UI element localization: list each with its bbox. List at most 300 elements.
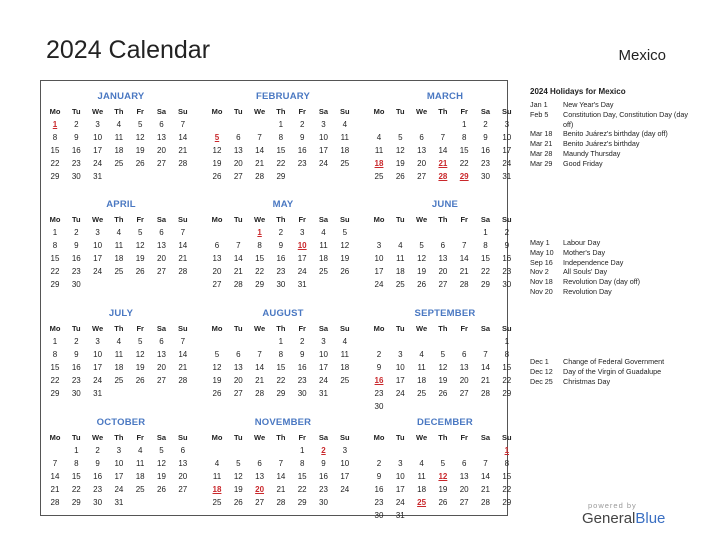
day-cell: 15 (71, 472, 81, 481)
day-cell: 28 (178, 376, 188, 385)
day-cell: 28 (481, 389, 490, 398)
day-cell: 5 (398, 133, 403, 142)
day-cell: 8 (278, 133, 284, 142)
page-title: 2024 Calendar (46, 36, 211, 64)
day-cell: 4 (137, 446, 143, 455)
day-cell: 5 (342, 228, 348, 237)
day-cell: 17 (297, 254, 307, 263)
weekday-header: Sa (156, 324, 167, 333)
day-cell: 26 (438, 498, 448, 507)
day-cell: 14 (255, 146, 265, 155)
day-cell: 24 (502, 159, 512, 168)
day-cell: 16 (297, 146, 307, 155)
day-cell: 18 (319, 254, 328, 263)
day-cell: 29 (481, 280, 490, 289)
day-cell: 11 (417, 363, 426, 372)
day-cell: 12 (157, 459, 166, 468)
day-cell: 29 (50, 280, 60, 289)
day-cell: 8 (299, 459, 305, 468)
day-cell: 19 (438, 376, 448, 385)
day-cell: 26 (340, 267, 350, 276)
day-cell: 1 (483, 228, 488, 237)
day-cell: 17 (395, 485, 405, 494)
day-cell: 23 (93, 485, 103, 494)
holiday-date: May 1 (530, 238, 550, 247)
weekday-header: Su (178, 107, 188, 116)
day-cell: 3 (95, 337, 100, 346)
holiday-name: Mother's Day (563, 247, 606, 257)
weekday-header: Fr (298, 433, 306, 442)
day-cell: 30 (502, 280, 512, 289)
holiday-entry (530, 100, 700, 110)
day-cell: 1 (299, 446, 305, 455)
holiday-name: Day of the Virgin of Guadalupe (563, 366, 662, 376)
weekday-header: Tu (395, 433, 405, 442)
day-cell: 8 (52, 133, 58, 142)
weekday-header: Th (114, 324, 124, 333)
day-cell: 25 (135, 485, 145, 494)
weekday-header: Mo (373, 107, 385, 116)
day-cell: 8 (461, 133, 467, 142)
day-cell: 4 (116, 337, 122, 346)
holiday-date: Nov 2 (530, 267, 549, 277)
holiday-date: Dec 1 (530, 357, 549, 366)
day-cell: 9 (299, 350, 305, 359)
day-cell: 11 (114, 350, 124, 359)
day-cell: 31 (502, 172, 512, 181)
day-cell: 18 (114, 254, 124, 263)
day-cell: 21 (233, 267, 243, 276)
day-cell: 14 (233, 254, 243, 263)
weekday-header: Sa (318, 215, 329, 224)
day-cell: 30 (71, 280, 81, 289)
day-cell: 6 (440, 241, 446, 250)
day-cell: 29 (297, 498, 307, 507)
day-cell: 15 (255, 254, 265, 263)
day-cell: 26 (438, 389, 448, 398)
day-cell: 19 (135, 363, 145, 372)
day-cell: 29 (276, 389, 286, 398)
day-cell: 30 (319, 498, 328, 507)
day-cell: 8 (74, 459, 79, 468)
day-cell: 27 (233, 172, 243, 181)
holiday-name: Revolution Day (563, 286, 612, 296)
day-cell: 15 (297, 472, 307, 481)
weekday-header: Th (438, 107, 448, 116)
holiday-name: Revolution Day (day off) (563, 277, 640, 287)
day-cell: 25 (114, 376, 124, 385)
day-cell: 17 (502, 146, 512, 155)
day-cell: 15 (459, 146, 469, 155)
day-cell: 7 (236, 241, 241, 250)
holiday-date: Mar 21 (530, 139, 553, 149)
day-cell: 6 (214, 241, 220, 250)
day-cell: 1 (504, 337, 510, 346)
weekday-header: We (416, 324, 428, 333)
day-cell: 11 (374, 146, 384, 155)
weekday-header: Tu (395, 324, 405, 333)
day-cell: 14 (438, 146, 448, 155)
day-cell: 11 (340, 350, 349, 359)
day-cell: 23 (71, 159, 81, 168)
day-cell: 14 (459, 254, 469, 263)
day-cell: 25 (114, 159, 124, 168)
day-cell: 21 (276, 485, 286, 494)
holiday-date: Mar 28 (530, 148, 553, 158)
day-cell: 18 (114, 363, 124, 372)
day-cell: 14 (276, 472, 286, 481)
day-cell: 15 (50, 363, 60, 372)
day-cell: 23 (319, 485, 328, 494)
day-cell: 20 (459, 376, 469, 385)
day-cell: 8 (52, 350, 58, 359)
day-cell: 8 (504, 459, 510, 468)
day-cell: 3 (95, 120, 100, 129)
holiday-entry (530, 267, 700, 277)
day-cell: 9 (483, 133, 488, 142)
weekday-header: Sa (318, 433, 329, 442)
holiday-entry (530, 287, 700, 297)
day-cell: 13 (157, 241, 166, 250)
day-cell: 26 (135, 267, 145, 276)
weekday-header: We (254, 107, 266, 116)
day-cell: 25 (374, 172, 384, 181)
day-cell: 27 (459, 389, 469, 398)
day-cell: 10 (502, 133, 512, 142)
day-cell: 26 (417, 280, 427, 289)
day-cell: 20 (459, 485, 469, 494)
day-cell: 22 (481, 267, 490, 276)
day-cell: 15 (276, 363, 286, 372)
day-cell: 15 (50, 146, 60, 155)
weekday-header: Tu (233, 215, 243, 224)
weekday-header: Mo (211, 324, 223, 333)
day-cell: 24 (93, 159, 103, 168)
day-cell: 25 (395, 280, 405, 289)
day-cell: 27 (459, 498, 469, 507)
day-cell: 24 (93, 376, 103, 385)
day-cell: 1 (74, 446, 79, 455)
day-cell: 28 (178, 267, 188, 276)
day-cell: 18 (340, 146, 350, 155)
day-cell: 28 (178, 159, 188, 168)
day-cell: 23 (71, 267, 81, 276)
weekday-header: Tu (395, 215, 405, 224)
weekday-header: Th (114, 107, 124, 116)
day-cell: 24 (395, 498, 405, 507)
day-cell: 4 (342, 337, 348, 346)
day-cell: 9 (321, 459, 326, 468)
day-cell: 22 (276, 376, 286, 385)
day-cell: 12 (212, 363, 222, 372)
weekday-header: Sa (318, 324, 329, 333)
holiday-name: Christmas Day (563, 376, 611, 386)
day-cell: 6 (180, 446, 186, 455)
day-cell: 31 (93, 172, 103, 181)
weekday-header: Sa (480, 324, 491, 333)
day-cell: 26 (212, 172, 222, 181)
day-cell: 21 (459, 267, 469, 276)
weekday-header: Su (340, 107, 350, 116)
weekday-header: Tu (233, 433, 243, 442)
day-cell: 20 (178, 472, 188, 481)
day-cell: 27 (255, 498, 265, 507)
day-cell: 24 (114, 485, 124, 494)
weekday-header: Tu (395, 107, 405, 116)
weekday-header: Sa (156, 433, 167, 442)
weekday-header: Mo (211, 107, 223, 116)
day-cell: 4 (419, 459, 424, 468)
day-cell: 21 (178, 254, 188, 263)
day-cell: 13 (459, 363, 469, 372)
day-cell: 26 (233, 498, 243, 507)
day-cell: 14 (481, 472, 490, 481)
day-cell: 28 (459, 280, 469, 289)
day-cell: 21 (255, 159, 265, 168)
holiday-name: All Souls' Day (563, 267, 608, 277)
day-cell: 28 (233, 280, 243, 289)
day-cell: 25 (319, 267, 328, 276)
day-cell: 1 (52, 228, 58, 237)
day-cell: 10 (93, 241, 103, 250)
day-cell: 5 (236, 459, 241, 468)
month-march (369, 87, 521, 195)
holiday-day-cell: 12 (438, 472, 448, 481)
day-cell: 22 (71, 485, 81, 494)
month-name: JULY (108, 308, 134, 319)
holiday-group (530, 100, 700, 169)
day-cell: 29 (502, 498, 512, 507)
day-cell: 15 (502, 363, 512, 372)
day-cell: 11 (212, 472, 222, 481)
day-cell: 26 (157, 485, 166, 494)
day-cell: 12 (135, 133, 145, 142)
day-cell: 3 (321, 337, 326, 346)
day-cell: 29 (255, 280, 265, 289)
day-cell: 14 (178, 241, 188, 250)
holiday-name: Constitution Day, Constitution Day (day off) (563, 109, 688, 129)
day-cell: 14 (178, 350, 188, 359)
day-cell: 18 (417, 485, 427, 494)
day-cell: 30 (71, 389, 81, 398)
day-cell: 7 (278, 459, 284, 468)
holiday-name: Benito Juárez's birthday (day off) (563, 129, 668, 139)
month-name: APRIL (106, 199, 136, 210)
holiday-date: Mar 18 (530, 129, 553, 139)
day-cell: 10 (93, 133, 103, 142)
weekday-header: Fr (460, 107, 468, 116)
day-cell: 22 (50, 159, 60, 168)
day-cell: 20 (212, 267, 222, 276)
day-cell: 3 (398, 459, 403, 468)
holiday-entry (530, 159, 700, 169)
month-june (369, 195, 521, 303)
holiday-entry (530, 377, 700, 387)
day-cell: 29 (71, 498, 81, 507)
day-cell: 2 (299, 337, 305, 346)
weekday-header: Sa (156, 107, 167, 116)
day-cell: 1 (278, 337, 284, 346)
day-cell: 4 (321, 228, 326, 237)
weekday-header: We (416, 433, 428, 442)
day-cell: 27 (417, 172, 427, 181)
weekday-header: Fr (460, 324, 468, 333)
holiday-date: Sep 16 (530, 257, 553, 267)
day-cell: 2 (376, 459, 382, 468)
day-cell: 27 (157, 267, 166, 276)
weekday-header: Sa (480, 107, 491, 116)
holiday-name: New Year's Day (563, 100, 614, 109)
holiday-day-cell: 1 (257, 228, 262, 237)
day-cell: 28 (255, 389, 265, 398)
weekday-header: We (254, 433, 266, 442)
day-cell: 15 (502, 472, 512, 481)
day-cell: 7 (440, 133, 446, 142)
holiday-day-cell: 28 (438, 172, 448, 181)
day-cell: 15 (481, 254, 490, 263)
weekday-header: Tu (233, 324, 243, 333)
day-cell: 24 (374, 280, 384, 289)
day-cell: 13 (438, 254, 448, 263)
holiday-entry (530, 357, 700, 367)
month-april (45, 195, 197, 303)
brand-blue: Blue (635, 510, 666, 527)
holiday-entry (530, 277, 700, 287)
day-cell: 12 (135, 350, 145, 359)
day-cell: 5 (137, 337, 143, 346)
holiday-day-cell: 16 (374, 376, 384, 385)
day-cell: 8 (483, 241, 488, 250)
day-cell: 20 (157, 363, 166, 372)
day-cell: 17 (374, 267, 384, 276)
weekday-header: Fr (136, 324, 144, 333)
weekday-header: Su (178, 215, 188, 224)
day-cell: 7 (180, 120, 186, 129)
weekday-header: Mo (373, 215, 385, 224)
day-cell: 19 (157, 472, 166, 481)
day-cell: 16 (93, 472, 103, 481)
day-cell: 16 (319, 472, 328, 481)
holiday-date: May 10 (530, 247, 554, 257)
day-cell: 4 (376, 133, 382, 142)
day-cell: 21 (50, 485, 60, 494)
holiday-date: Nov 18 (530, 277, 553, 287)
weekday-header: Fr (460, 215, 468, 224)
day-cell: 11 (114, 241, 124, 250)
weekday-header: Tu (233, 107, 243, 116)
day-cell: 25 (417, 389, 427, 398)
day-cell: 11 (114, 133, 124, 142)
holiday-date: Mar 29 (530, 158, 553, 168)
day-cell: 15 (276, 146, 286, 155)
weekday-header: We (92, 324, 104, 333)
weekday-header: We (92, 433, 104, 442)
day-cell: 7 (257, 350, 262, 359)
weekday-header: Mo (211, 433, 223, 442)
day-cell: 2 (376, 350, 382, 359)
day-cell: 31 (319, 389, 328, 398)
day-cell: 27 (212, 280, 222, 289)
day-cell: 7 (461, 241, 467, 250)
day-cell: 11 (396, 254, 405, 263)
day-cell: 20 (233, 159, 243, 168)
day-cell: 19 (417, 267, 427, 276)
weekday-header: Th (276, 433, 286, 442)
day-cell: 16 (71, 363, 81, 372)
holidays-title: 2024 Holidays for Mexico (530, 87, 626, 96)
day-cell: 19 (212, 159, 222, 168)
weekday-header: Mo (49, 107, 61, 116)
day-cell: 27 (233, 389, 243, 398)
day-cell: 10 (395, 363, 405, 372)
holiday-day-cell: 18 (374, 159, 384, 168)
day-cell: 3 (376, 241, 382, 250)
day-cell: 8 (278, 350, 284, 359)
holiday-date: Nov 20 (530, 286, 553, 296)
weekday-header: Th (276, 324, 286, 333)
day-cell: 6 (159, 120, 164, 129)
month-name: DECEMBER (417, 417, 473, 428)
day-cell: 25 (212, 498, 222, 507)
month-name: MAY (272, 199, 294, 210)
day-cell: 23 (276, 267, 286, 276)
day-cell: 23 (481, 159, 490, 168)
day-cell: 7 (483, 350, 488, 359)
weekday-header: Su (502, 324, 512, 333)
holiday-name: Independence Day (563, 257, 624, 267)
day-cell: 22 (276, 159, 286, 168)
day-cell: 7 (180, 228, 186, 237)
day-cell: 10 (374, 254, 384, 263)
day-cell: 28 (50, 498, 60, 507)
day-cell: 2 (74, 337, 79, 346)
day-cell: 13 (255, 472, 265, 481)
holiday-day-cell: 29 (459, 172, 469, 181)
day-cell: 3 (398, 350, 403, 359)
weekday-header: Th (114, 433, 124, 442)
day-cell: 16 (502, 254, 512, 263)
month-name: FEBRUARY (255, 91, 311, 102)
holiday-entry (530, 129, 700, 139)
holiday-day-cell: 10 (297, 241, 307, 250)
day-cell: 11 (340, 133, 349, 142)
weekday-header: Mo (211, 215, 223, 224)
day-cell: 29 (50, 389, 60, 398)
weekday-header: Mo (373, 324, 385, 333)
holiday-name: Labour Day (563, 238, 601, 247)
weekday-header: We (416, 107, 428, 116)
day-cell: 16 (71, 146, 81, 155)
day-cell: 17 (319, 146, 328, 155)
day-cell: 22 (50, 376, 60, 385)
day-cell: 19 (233, 485, 243, 494)
day-cell: 26 (212, 389, 222, 398)
day-cell: 31 (114, 498, 124, 507)
day-cell: 24 (297, 267, 307, 276)
weekday-header: Su (178, 324, 188, 333)
day-cell: 9 (74, 133, 79, 142)
day-cell: 12 (395, 146, 405, 155)
day-cell: 18 (114, 146, 124, 155)
day-cell: 19 (395, 159, 405, 168)
calendar-grid (40, 80, 512, 520)
weekday-header: Fr (136, 107, 144, 116)
day-cell: 20 (438, 267, 448, 276)
weekday-header: Th (114, 215, 124, 224)
holiday-date: Dec 25 (530, 376, 553, 386)
day-cell: 31 (297, 280, 307, 289)
day-cell: 25 (340, 159, 350, 168)
